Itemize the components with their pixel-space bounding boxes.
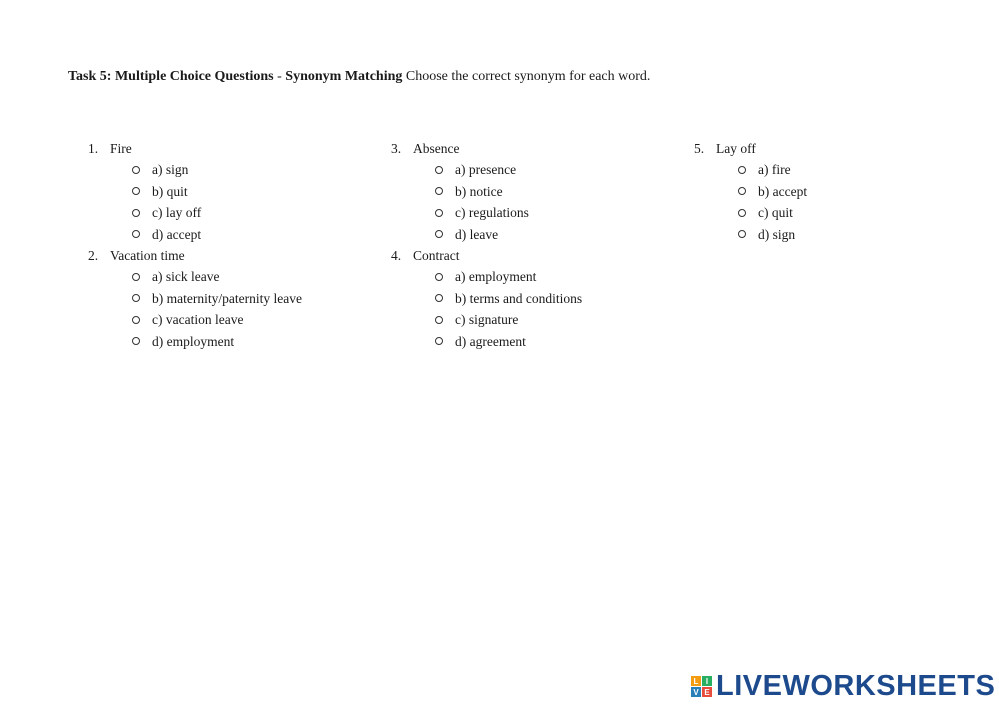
option-item[interactable] <box>371 309 661 330</box>
circle-bullet-icon <box>132 337 140 345</box>
option-item[interactable] <box>68 309 358 330</box>
logo-tiles-icon <box>691 676 712 697</box>
question-column-2 <box>371 138 661 352</box>
option-label: c) regulations <box>455 205 529 221</box>
logo-text: LIVEWORKSHEETS <box>716 670 996 702</box>
option-label: b) maternity/paternity leave <box>152 290 302 306</box>
option-label: a) sick leave <box>152 269 220 285</box>
logo-tile: V <box>691 687 701 697</box>
option-item[interactable] <box>68 181 358 202</box>
circle-bullet-icon <box>738 166 746 174</box>
question-2 <box>68 245 358 352</box>
question-word: Absence <box>413 141 460 156</box>
logo-tile: I <box>702 676 712 686</box>
question-number: 5. <box>694 141 705 156</box>
option-item[interactable] <box>674 159 964 180</box>
circle-bullet-icon <box>132 187 140 195</box>
option-label: b) accept <box>758 183 808 199</box>
question-column-3 <box>674 138 964 245</box>
option-item[interactable] <box>371 224 661 245</box>
question-number: 3. <box>391 141 402 156</box>
option-item[interactable] <box>371 181 661 202</box>
option-label: a) sign <box>152 162 189 178</box>
option-item[interactable] <box>674 181 964 202</box>
circle-bullet-icon <box>435 337 443 345</box>
option-label: d) sign <box>758 226 796 242</box>
question-number: 1. <box>88 141 99 156</box>
question-3 <box>371 138 661 245</box>
option-item[interactable] <box>371 288 661 309</box>
option-label: c) lay off <box>152 205 202 221</box>
option-label: a) employment <box>455 269 537 285</box>
task-title: Task 5: Multiple Choice Questions <box>68 69 274 84</box>
option-label: c) vacation leave <box>152 312 244 328</box>
question-word: Fire <box>110 141 132 156</box>
option-item[interactable] <box>371 202 661 223</box>
option-item[interactable] <box>68 266 358 287</box>
option-label: d) accept <box>152 226 202 242</box>
circle-bullet-icon <box>132 166 140 174</box>
task-subtitle: Synonym Matching <box>285 69 403 84</box>
option-label: d) employment <box>152 333 235 349</box>
question-number: 4. <box>391 247 402 263</box>
circle-bullet-icon <box>435 166 443 174</box>
option-label: b) notice <box>455 183 503 199</box>
option-item[interactable] <box>371 159 661 180</box>
option-label: d) leave <box>455 226 499 242</box>
circle-bullet-icon <box>435 230 443 238</box>
circle-bullet-icon <box>738 230 746 238</box>
option-item[interactable] <box>68 159 358 180</box>
logo-tile: L <box>691 676 701 686</box>
circle-bullet-icon <box>132 294 140 302</box>
option-item[interactable] <box>68 331 358 352</box>
option-item[interactable] <box>68 224 358 245</box>
title-separator: - <box>273 69 286 84</box>
question-5 <box>674 138 964 245</box>
option-item[interactable] <box>371 331 661 352</box>
circle-bullet-icon <box>132 230 140 238</box>
circle-bullet-icon <box>435 273 443 281</box>
liveworksheets-logo <box>691 670 995 703</box>
option-item[interactable] <box>674 202 964 223</box>
circle-bullet-icon <box>435 187 443 195</box>
option-label: a) fire <box>758 162 791 178</box>
logo-tile: E <box>702 687 712 697</box>
option-label: b) quit <box>152 183 188 199</box>
option-item[interactable] <box>674 224 964 245</box>
circle-bullet-icon <box>132 316 140 324</box>
task-header <box>68 68 650 86</box>
question-word: Contract <box>413 247 460 263</box>
circle-bullet-icon <box>435 316 443 324</box>
option-label: c) quit <box>758 205 793 221</box>
option-item[interactable] <box>371 266 661 287</box>
option-item[interactable] <box>68 202 358 223</box>
question-1 <box>68 138 358 245</box>
circle-bullet-icon <box>132 209 140 217</box>
question-4 <box>371 245 661 352</box>
task-instruction: Choose the correct synonym for each word. <box>402 69 651 84</box>
question-word: Vacation time <box>110 247 185 263</box>
question-column-1 <box>68 138 358 352</box>
option-label: d) agreement <box>455 333 526 349</box>
circle-bullet-icon <box>738 209 746 217</box>
circle-bullet-icon <box>738 187 746 195</box>
circle-bullet-icon <box>435 209 443 217</box>
circle-bullet-icon <box>132 273 140 281</box>
option-item[interactable] <box>68 288 358 309</box>
option-label: c) signature <box>455 312 519 328</box>
option-label: b) terms and conditions <box>455 290 583 306</box>
question-number: 2. <box>88 247 99 263</box>
option-label: a) presence <box>455 162 517 178</box>
circle-bullet-icon <box>435 294 443 302</box>
question-word: Lay off <box>716 141 756 156</box>
